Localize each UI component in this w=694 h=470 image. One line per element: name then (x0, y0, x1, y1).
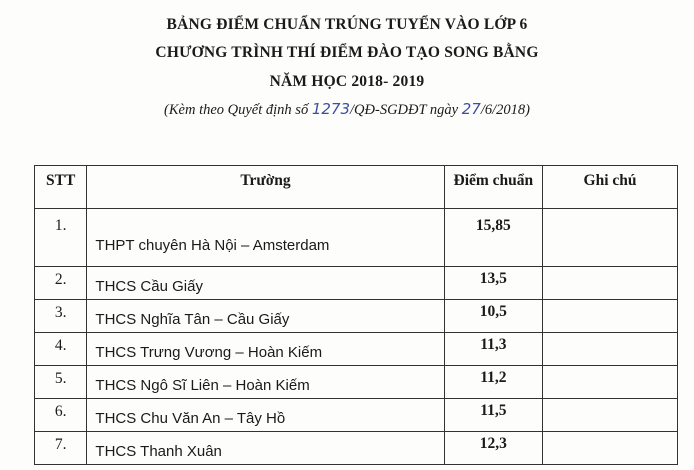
school-name: THPT chuyên Hà Nội – Amsterdam (87, 209, 444, 267)
note-cell (543, 209, 678, 267)
decision-prefix: (Kèm theo Quyết định số (164, 102, 312, 118)
note-cell (543, 333, 678, 366)
column-header-note: Ghi chú (543, 166, 678, 209)
note-cell (543, 300, 678, 333)
cutoff-score: 15,85 (444, 209, 542, 267)
table-row (35, 366, 678, 399)
cutoff-score: 13,5 (444, 267, 542, 300)
decision-reference (0, 100, 694, 119)
school-name: THCS Cầu Giấy (87, 267, 444, 300)
school-name: THCS Ngô Sĩ Liên – Hoàn Kiếm (87, 366, 444, 399)
row-number: 7. (35, 432, 87, 465)
document-title: BẢNG ĐIỂM CHUẨN TRÚNG TUYỂN VÀO LỚP 6 (166, 16, 528, 33)
row-number: 3. (35, 300, 87, 333)
cutoff-score: 11,3 (444, 333, 542, 366)
row-number: 6. (35, 399, 87, 432)
table-header-row (35, 166, 678, 209)
cutoff-score: 10,5 (444, 300, 542, 333)
cutoff-score: 11,2 (444, 366, 542, 399)
note-cell (543, 267, 678, 300)
decision-day: 27 (461, 100, 481, 118)
table-row (35, 333, 678, 366)
school-name: THCS Chu Văn An – Tây Hồ (87, 399, 444, 432)
table-row (35, 209, 678, 267)
column-header-score: Điểm chuẩn (444, 166, 542, 209)
decision-number: 1273 (311, 100, 351, 118)
table-row (35, 399, 678, 432)
note-cell (543, 366, 678, 399)
table-row (35, 432, 678, 465)
row-number: 2. (35, 267, 87, 300)
row-number: 4. (35, 333, 87, 366)
school-name: THCS Trưng Vương – Hoàn Kiếm (87, 333, 444, 366)
school-year: NĂM HỌC 2018- 2019 (269, 73, 425, 90)
school-name: THCS Thanh Xuân (87, 432, 444, 465)
table-row (35, 300, 678, 333)
column-header-stt: STT (35, 166, 87, 209)
row-number: 5. (35, 366, 87, 399)
program-title: CHƯƠNG TRÌNH THÍ ĐIỂM ĐÀO TẠO SONG BẰNG (155, 44, 539, 61)
note-cell (543, 432, 678, 465)
table-row (35, 267, 678, 300)
decision-mid: /QĐ-SGDĐT ngày (350, 102, 462, 118)
cutoff-score: 11,5 (444, 399, 542, 432)
row-number: 1. (35, 209, 87, 267)
school-name: THCS Nghĩa Tân – Cầu Giấy (87, 300, 444, 333)
cutoff-score: 12,3 (444, 432, 542, 465)
scores-table (34, 165, 678, 465)
decision-suffix: /6/2018) (480, 102, 530, 118)
note-cell (543, 399, 678, 432)
column-header-school: Trường (87, 166, 444, 209)
